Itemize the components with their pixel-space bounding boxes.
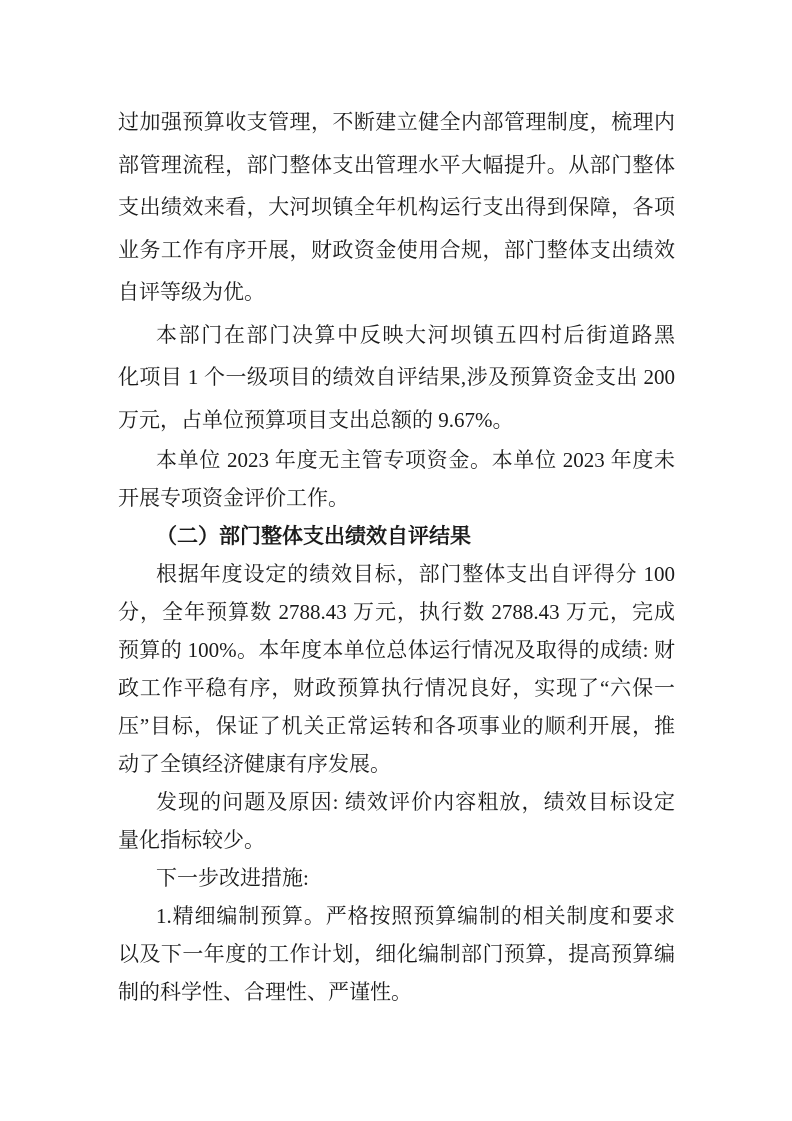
text-line: 压”目标，保证了机关正常运转和各项事业的顺利开展，推 [118,714,675,738]
text-line: 发现的问题及原因: 绩效评价内容粗放，绩效目标设定 [156,790,675,814]
text-line: 下一步改进措施: [156,866,309,890]
text-line: 自评等级为优。 [118,280,265,304]
section-heading-dept-expenditure-result [118,517,675,555]
text-line: 制的科学性、合理性、严谨性。 [118,980,412,1004]
paragraph-special-funds [118,441,675,517]
paragraph-project-self-evaluation [118,314,675,442]
text-line: 本部门在部门决算中反映大河坝镇五四村后街道路黑 [156,322,675,347]
text-line: 以及下一年度的工作计划，细化编制部门预算，提高预算编 [118,942,675,966]
text-line: 预算的 100%。本年度本单位总体运行情况及取得的成绩: 财 [118,638,675,662]
text-line: 政工作平稳有序，财政预算执行情况良好，实现了“六保一 [118,676,675,700]
text-line: 部管理流程，部门整体支出管理水平大幅提升。从部门整体 [118,152,675,177]
text-line: 动了全镇经济健康有序发展。 [118,752,391,776]
text-line: （二）部门整体支出绩效自评结果 [156,524,471,548]
text-line: 万元，占单位预算项目支出总额的 9.67%。 [118,407,514,432]
text-line: 化项目 1 个一级项目的绩效自评结果,涉及预算资金支出 200 [118,365,675,389]
text-line: 分，全年预算数 2788.43 万元，执行数 2788.43 万元，完成 [118,600,675,624]
text-line: 本单位 2023 年度无主管专项资金。本单位 2023 年度未 [156,448,675,472]
paragraph-performance-score [118,555,675,783]
text-line: 1.精细编制预算。严格按照预算编制的相关制度和要求 [156,904,675,928]
text-line: 根据年度设定的绩效目标，部门整体支出自评得分 100 [156,562,675,586]
paragraph-next-steps-label [118,859,675,897]
paragraph-measure-1-budget-preparation [118,897,675,1011]
text-line: 支出绩效来看，大河坝镇全年机构运行支出得到保障，各项 [118,195,675,219]
text-line: 业务工作有序开展，财政资金使用合规，部门整体支出绩效 [118,237,675,262]
paragraph-overview-continuation [118,101,675,314]
text-line: 开展专项资金评价工作。 [118,486,349,510]
text-line: 过加强预算收支管理，不断建立健全内部管理制度，梳理内 [118,110,675,134]
paragraph-problems-and-causes [118,783,675,859]
text-line: 量化指标较少。 [118,828,265,852]
